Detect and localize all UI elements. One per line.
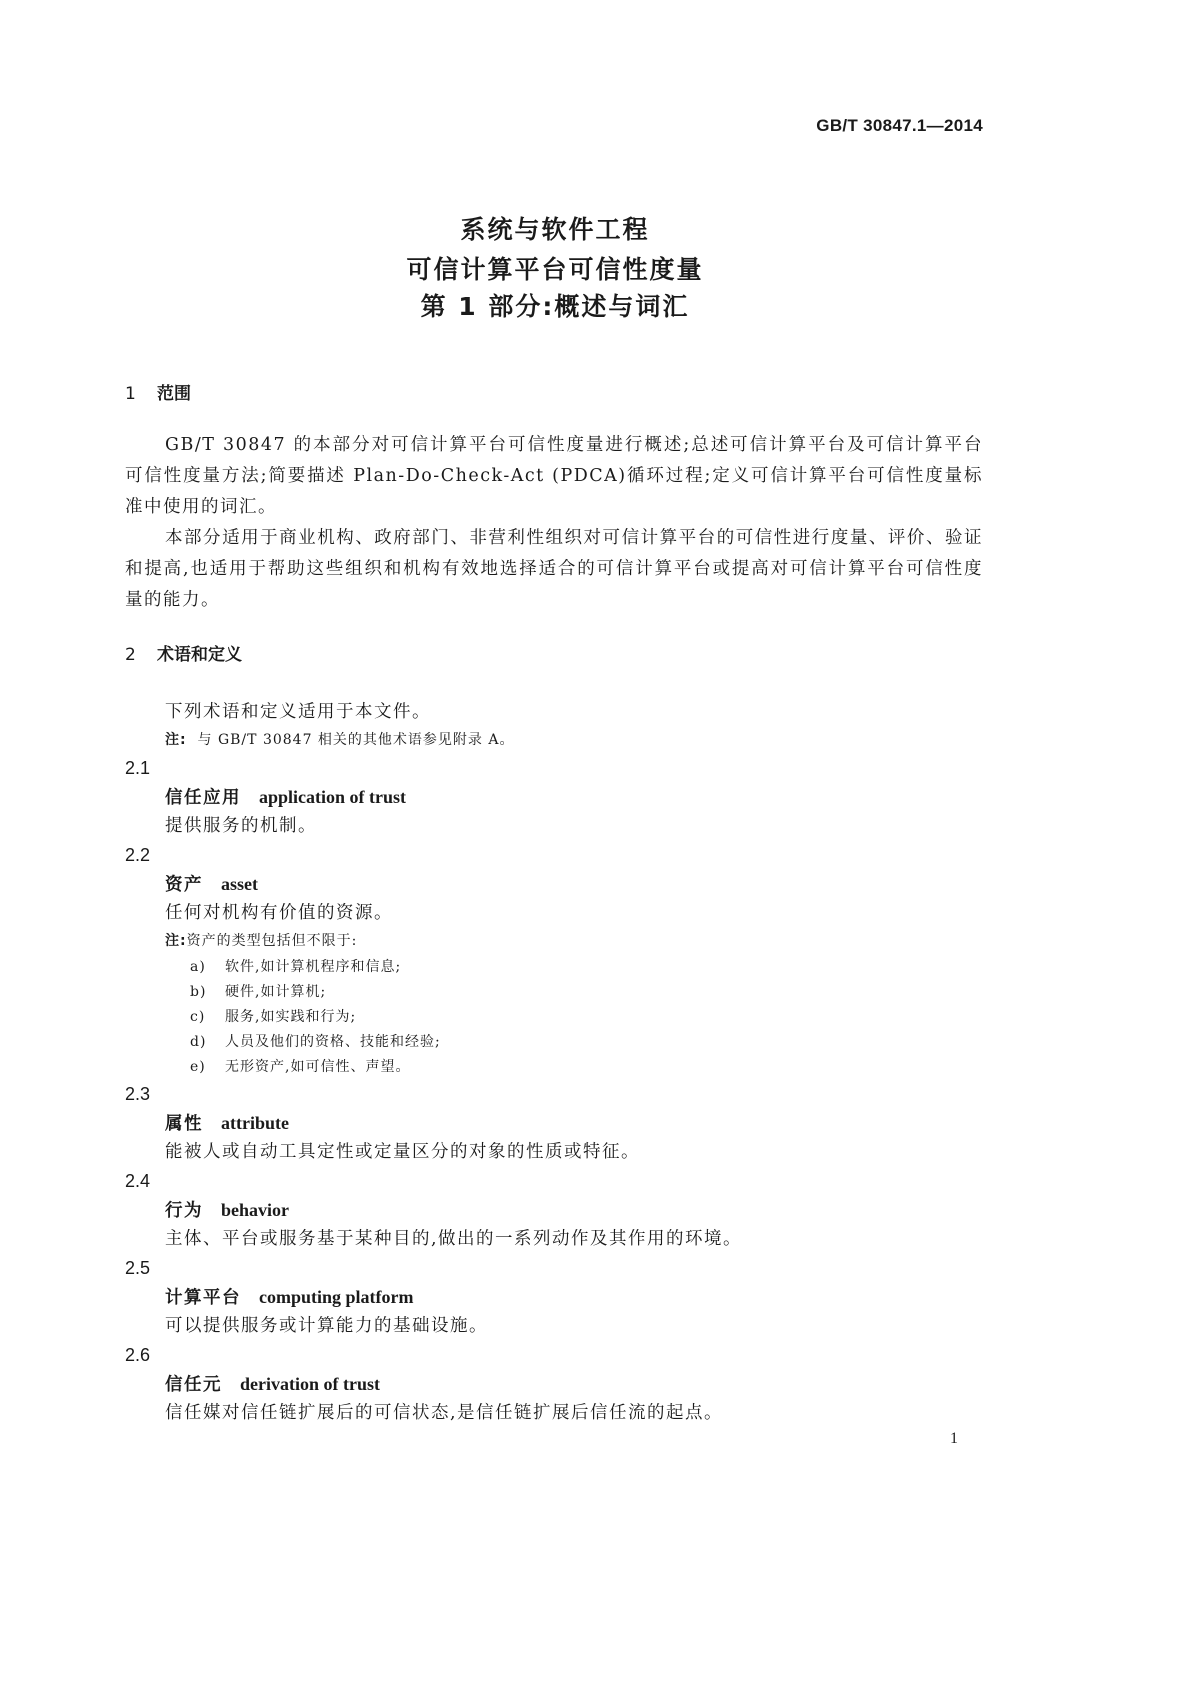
list-item-label: a) — [190, 959, 206, 975]
note-text: 资产的类型包括但不限于: — [186, 933, 358, 949]
section-number: 2 — [125, 645, 136, 665]
list-item — [125, 1005, 985, 1030]
term-heading — [125, 1283, 985, 1312]
term-number: 2.3 — [125, 1084, 151, 1104]
note-label: 注: — [165, 732, 187, 748]
list-item-label: b) — [190, 984, 207, 1000]
title-line-2: 可信计算平台可信性度量 — [406, 255, 704, 284]
note-label: 注: — [165, 933, 187, 949]
title-line-1: 系统与软件工程 — [460, 215, 650, 244]
page-number: 1 — [950, 1430, 958, 1447]
term-en: attribute — [221, 1113, 289, 1133]
intro-text: 下列术语和定义适用于本文件。 — [165, 702, 431, 722]
standard-number: GB/T 30847.1—2014 — [816, 116, 983, 135]
term-definition: 主体、平台或服务基于某种目的,做出的一系列动作及其作用的环境。 — [165, 1229, 743, 1249]
section-title: 范围 — [157, 384, 191, 404]
term-definition: 提供服务的机制。 — [165, 816, 317, 836]
list-item — [125, 955, 985, 980]
term-note — [125, 928, 985, 955]
list-item — [125, 1055, 985, 1080]
section-1-body — [125, 430, 983, 616]
note-text: 与 GB/T 30847 相关的其他术语参见附录 A。 — [197, 732, 515, 748]
term-number: 2.5 — [125, 1258, 151, 1278]
term-number: 2.4 — [125, 1171, 151, 1191]
section-1-heading — [125, 379, 191, 404]
section-title: 术语和定义 — [157, 645, 242, 665]
paragraph: GB/T 30847 的本部分对可信计算平台可信性度量进行概述;总述可信计算平台及可信计算平台可信性度量方法;简要描述 Plan-Do-Check-Act (PDCA)循环过程;定义可信计算平台可信性度量标准中使用的词汇。 — [125, 435, 983, 517]
term-zh: 属性 — [165, 1114, 203, 1134]
list-item — [125, 980, 985, 1005]
term-zh: 资产 — [165, 875, 203, 895]
list-item-label: c) — [190, 1009, 206, 1025]
term-number: 2.1 — [125, 758, 151, 778]
term-en: behavior — [221, 1200, 290, 1220]
term-en: asset — [221, 874, 258, 894]
term-en: computing platform — [259, 1287, 414, 1307]
list-item-text: 无形资产,如可信性、声望。 — [225, 1059, 411, 1075]
term-number: 2.2 — [125, 845, 151, 865]
list-item-text: 硬件,如计算机; — [225, 984, 327, 1000]
list-item-label: d) — [190, 1034, 207, 1050]
section-2-heading — [125, 640, 242, 665]
term-number: 2.6 — [125, 1345, 151, 1365]
paragraph: 本部分适用于商业机构、政府部门、非营利性组织对可信计算平台的可信性进行度量、评价、验证和提高,也适用于帮助这些组织和机构有效地选择适合的可信计算平台或提高对可信计算平台可信性度量的能力。 — [125, 528, 983, 610]
term-definition: 任何对机构有价值的资源。 — [165, 903, 393, 923]
title-line-3: 第 1 部分:概述与词汇 — [420, 292, 690, 321]
term-zh: 行为 — [165, 1201, 203, 1221]
list-item-text: 软件,如计算机程序和信息; — [225, 959, 402, 975]
term-heading — [125, 870, 985, 899]
term-definition: 可以提供服务或计算能力的基础设施。 — [165, 1316, 488, 1336]
list-item-label: e) — [190, 1059, 206, 1075]
list-item — [125, 1030, 985, 1055]
term-heading — [125, 783, 985, 812]
list-item-text: 服务,如实践和行为; — [225, 1009, 357, 1025]
terms-list — [125, 698, 985, 1428]
term-en: derivation of trust — [240, 1374, 380, 1394]
term-zh: 信任应用 — [165, 788, 241, 808]
term-definition: 能被人或自动工具定性或定量区分的对象的性质或特征。 — [165, 1142, 640, 1162]
section-number: 1 — [125, 384, 136, 404]
list-item-text: 人员及他们的资格、技能和经验; — [225, 1034, 441, 1050]
term-zh: 信任元 — [165, 1375, 222, 1395]
term-heading — [125, 1370, 985, 1399]
term-heading — [125, 1109, 985, 1138]
term-en: application of trust — [259, 787, 407, 807]
note — [125, 727, 985, 754]
term-heading — [125, 1196, 985, 1225]
term-definition: 信任媒对信任链扩展后的可信状态,是信任链扩展后信任流的起点。 — [165, 1403, 724, 1423]
term-zh: 计算平台 — [165, 1288, 241, 1308]
